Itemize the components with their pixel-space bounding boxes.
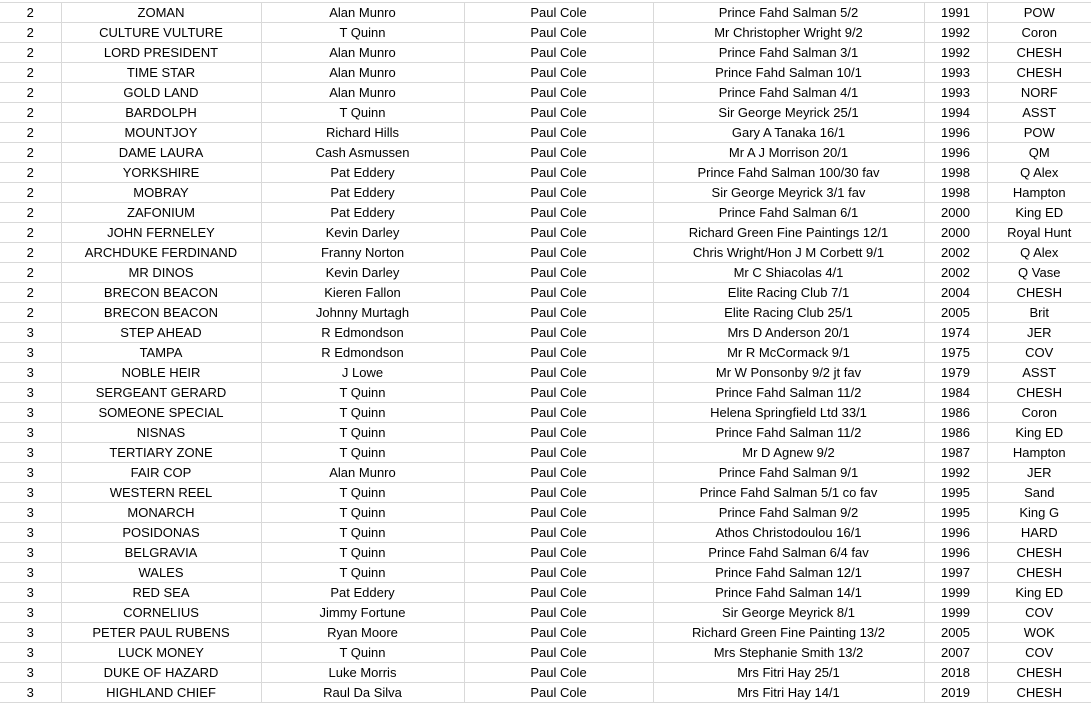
spreadsheet-grid — [0, 2, 1091, 703]
year-cell[interactable]: 1999 — [924, 583, 987, 603]
table-row — [0, 103, 1091, 123]
race-cell[interactable]: Brit — [987, 303, 1091, 323]
year-cell[interactable]: 2007 — [924, 643, 987, 663]
trainer-cell[interactable]: Paul Cole — [464, 163, 653, 183]
race-cell[interactable]: Q Vase — [987, 263, 1091, 283]
owner-odds-cell[interactable]: Gary A Tanaka 16/1 — [653, 123, 924, 143]
trainer-cell[interactable]: Paul Cole — [464, 223, 653, 243]
trainer-cell[interactable]: Paul Cole — [464, 143, 653, 163]
owner-odds-cell[interactable]: Mrs Fitri Hay 25/1 — [653, 663, 924, 683]
table-row — [0, 263, 1091, 283]
age-cell[interactable]: 3 — [0, 363, 61, 383]
year-cell[interactable]: 1996 — [924, 123, 987, 143]
table-row — [0, 43, 1091, 63]
horse-cell[interactable]: YORKSHIRE — [61, 163, 261, 183]
race-cell[interactable]: King ED — [987, 423, 1091, 443]
trainer-cell[interactable]: Paul Cole — [464, 603, 653, 623]
jockey-cell[interactable]: Kieren Fallon — [261, 283, 464, 303]
table-row — [0, 363, 1091, 383]
jockey-cell[interactable]: Alan Munro — [261, 83, 464, 103]
jockey-cell[interactable]: Pat Eddery — [261, 203, 464, 223]
age-cell[interactable]: 2 — [0, 43, 61, 63]
age-cell[interactable]: 2 — [0, 223, 61, 243]
trainer-cell[interactable]: Paul Cole — [464, 663, 653, 683]
horse-cell[interactable]: NOBLE HEIR — [61, 363, 261, 383]
table-row — [0, 243, 1091, 263]
race-cell[interactable]: ASST — [987, 103, 1091, 123]
jockey-cell[interactable]: T Quinn — [261, 503, 464, 523]
age-cell[interactable]: 2 — [0, 283, 61, 303]
age-cell[interactable]: 3 — [0, 403, 61, 423]
age-cell[interactable]: 3 — [0, 443, 61, 463]
year-cell[interactable]: 1995 — [924, 483, 987, 503]
owner-odds-cell[interactable]: Chris Wright/Hon J M Corbett 9/1 — [653, 243, 924, 263]
age-cell[interactable]: 2 — [0, 303, 61, 323]
age-cell[interactable]: 2 — [0, 163, 61, 183]
year-cell[interactable]: 2000 — [924, 203, 987, 223]
jockey-cell[interactable]: T Quinn — [261, 103, 464, 123]
age-cell[interactable]: 3 — [0, 663, 61, 683]
year-cell[interactable]: 1987 — [924, 443, 987, 463]
race-cell[interactable]: COV — [987, 343, 1091, 363]
race-cell[interactable]: Coron — [987, 403, 1091, 423]
jockey-cell[interactable]: Ryan Moore — [261, 623, 464, 643]
jockey-cell[interactable]: T Quinn — [261, 403, 464, 423]
race-cell[interactable]: POW — [987, 123, 1091, 143]
age-cell[interactable]: 3 — [0, 583, 61, 603]
age-cell[interactable]: 3 — [0, 683, 61, 703]
trainer-cell[interactable]: Paul Cole — [464, 323, 653, 343]
horse-cell[interactable]: HIGHLAND CHIEF — [61, 683, 261, 703]
race-cell[interactable]: CHESH — [987, 283, 1091, 303]
race-cell[interactable]: CHESH — [987, 663, 1091, 683]
owner-odds-cell[interactable]: Prince Fahd Salman 100/30 fav — [653, 163, 924, 183]
jockey-cell[interactable]: Kevin Darley — [261, 263, 464, 283]
horse-cell[interactable]: MR DINOS — [61, 263, 261, 283]
jockey-cell[interactable]: Alan Munro — [261, 3, 464, 23]
trainer-cell[interactable]: Paul Cole — [464, 343, 653, 363]
horse-cell[interactable]: ZOMAN — [61, 3, 261, 23]
owner-odds-cell[interactable]: Mr Christopher Wright 9/2 — [653, 23, 924, 43]
year-cell[interactable]: 1996 — [924, 523, 987, 543]
race-cell[interactable]: COV — [987, 643, 1091, 663]
race-cell[interactable]: CHESH — [987, 543, 1091, 563]
jockey-cell[interactable]: Cash Asmussen — [261, 143, 464, 163]
trainer-cell[interactable]: Paul Cole — [464, 563, 653, 583]
table-row — [0, 303, 1091, 323]
year-cell[interactable]: 1998 — [924, 183, 987, 203]
race-cell[interactable]: COV — [987, 603, 1091, 623]
trainer-cell[interactable]: Paul Cole — [464, 363, 653, 383]
trainer-cell[interactable]: Paul Cole — [464, 683, 653, 703]
horse-cell[interactable]: CORNELIUS — [61, 603, 261, 623]
horse-cell[interactable]: MOUNTJOY — [61, 123, 261, 143]
jockey-cell[interactable]: T Quinn — [261, 483, 464, 503]
owner-odds-cell[interactable]: Athos Christodoulou 16/1 — [653, 523, 924, 543]
year-cell[interactable]: 1993 — [924, 83, 987, 103]
horse-cell[interactable]: RED SEA — [61, 583, 261, 603]
trainer-cell[interactable]: Paul Cole — [464, 283, 653, 303]
jockey-cell[interactable]: Raul Da Silva — [261, 683, 464, 703]
year-cell[interactable]: 1992 — [924, 23, 987, 43]
table-row — [0, 603, 1091, 623]
horse-cell[interactable]: DAME LAURA — [61, 143, 261, 163]
year-cell[interactable]: 2018 — [924, 663, 987, 683]
year-cell[interactable]: 1984 — [924, 383, 987, 403]
age-cell[interactable]: 3 — [0, 643, 61, 663]
table-row — [0, 463, 1091, 483]
age-cell[interactable]: 2 — [0, 23, 61, 43]
age-cell[interactable]: 2 — [0, 203, 61, 223]
horse-cell[interactable]: GOLD LAND — [61, 83, 261, 103]
trainer-cell[interactable]: Paul Cole — [464, 443, 653, 463]
horse-cell[interactable]: MONARCH — [61, 503, 261, 523]
owner-odds-cell[interactable]: Prince Fahd Salman 9/2 — [653, 503, 924, 523]
year-cell[interactable]: 1999 — [924, 603, 987, 623]
table-row — [0, 543, 1091, 563]
table-row — [0, 63, 1091, 83]
race-cell[interactable]: Hampton — [987, 183, 1091, 203]
year-cell[interactable]: 2000 — [924, 223, 987, 243]
jockey-cell[interactable]: Jimmy Fortune — [261, 603, 464, 623]
year-cell[interactable]: 1986 — [924, 423, 987, 443]
horse-cell[interactable]: SOMEONE SPECIAL — [61, 403, 261, 423]
trainer-cell[interactable]: Paul Cole — [464, 303, 653, 323]
jockey-cell[interactable]: Alan Munro — [261, 43, 464, 63]
age-cell[interactable]: 3 — [0, 603, 61, 623]
table-row — [0, 423, 1091, 443]
horse-cell[interactable]: DUKE OF HAZARD — [61, 663, 261, 683]
owner-odds-cell[interactable]: Mr A J Morrison 20/1 — [653, 143, 924, 163]
year-cell[interactable]: 1986 — [924, 403, 987, 423]
race-cell[interactable]: WOK — [987, 623, 1091, 643]
age-cell[interactable]: 3 — [0, 543, 61, 563]
year-cell[interactable]: 1992 — [924, 463, 987, 483]
horse-cell[interactable]: LORD PRESIDENT — [61, 43, 261, 63]
race-cell[interactable]: CHESH — [987, 383, 1091, 403]
age-cell[interactable]: 3 — [0, 503, 61, 523]
table-row — [0, 663, 1091, 683]
age-cell[interactable]: 2 — [0, 263, 61, 283]
jockey-cell[interactable]: T Quinn — [261, 23, 464, 43]
owner-odds-cell[interactable]: Prince Fahd Salman 14/1 — [653, 583, 924, 603]
owner-odds-cell[interactable]: Sir George Meyrick 3/1 fav — [653, 183, 924, 203]
owner-odds-cell[interactable]: Prince Fahd Salman 12/1 — [653, 563, 924, 583]
table-row — [0, 483, 1091, 503]
jockey-cell[interactable]: T Quinn — [261, 643, 464, 663]
horse-cell[interactable]: BELGRAVIA — [61, 543, 261, 563]
horse-cell[interactable]: POSIDONAS — [61, 523, 261, 543]
jockey-cell[interactable]: T Quinn — [261, 423, 464, 443]
trainer-cell[interactable]: Paul Cole — [464, 463, 653, 483]
year-cell[interactable]: 2002 — [924, 263, 987, 283]
jockey-cell[interactable]: Luke Morris — [261, 663, 464, 683]
horse-cell[interactable]: BRECON BEACON — [61, 283, 261, 303]
year-cell[interactable]: 1995 — [924, 503, 987, 523]
trainer-cell[interactable]: Paul Cole — [464, 103, 653, 123]
owner-odds-cell[interactable]: Prince Fahd Salman 10/1 — [653, 63, 924, 83]
table-row — [0, 343, 1091, 363]
trainer-cell[interactable]: Paul Cole — [464, 403, 653, 423]
jockey-cell[interactable]: R Edmondson — [261, 323, 464, 343]
table-row — [0, 523, 1091, 543]
trainer-cell[interactable]: Paul Cole — [464, 503, 653, 523]
trainer-cell[interactable]: Paul Cole — [464, 183, 653, 203]
age-cell[interactable]: 3 — [0, 563, 61, 583]
trainer-cell[interactable]: Paul Cole — [464, 543, 653, 563]
horse-cell[interactable]: BARDOLPH — [61, 103, 261, 123]
trainer-cell[interactable]: Paul Cole — [464, 383, 653, 403]
owner-odds-cell[interactable]: Sir George Meyrick 25/1 — [653, 103, 924, 123]
horse-cell[interactable]: MOBRAY — [61, 183, 261, 203]
table-row — [0, 503, 1091, 523]
age-cell[interactable]: 2 — [0, 83, 61, 103]
jockey-cell[interactable]: Pat Eddery — [261, 183, 464, 203]
race-cell[interactable]: ASST — [987, 363, 1091, 383]
jockey-cell[interactable]: Richard Hills — [261, 123, 464, 143]
race-cell[interactable]: Royal Hunt — [987, 223, 1091, 243]
age-cell[interactable]: 3 — [0, 483, 61, 503]
table-row — [0, 23, 1091, 43]
horse-cell[interactable]: STEP AHEAD — [61, 323, 261, 343]
jockey-cell[interactable]: Pat Eddery — [261, 583, 464, 603]
owner-odds-cell[interactable]: Prince Fahd Salman 6/4 fav — [653, 543, 924, 563]
horse-cell[interactable]: WESTERN REEL — [61, 483, 261, 503]
jockey-cell[interactable]: Franny Norton — [261, 243, 464, 263]
race-cell[interactable]: King ED — [987, 583, 1091, 603]
horse-cell[interactable]: FAIR COP — [61, 463, 261, 483]
race-cell[interactable]: NORF — [987, 83, 1091, 103]
age-cell[interactable]: 3 — [0, 623, 61, 643]
race-cell[interactable]: CHESH — [987, 43, 1091, 63]
trainer-cell[interactable]: Paul Cole — [464, 3, 653, 23]
horse-cell[interactable]: PETER PAUL RUBENS — [61, 623, 261, 643]
trainer-cell[interactable]: Paul Cole — [464, 63, 653, 83]
trainer-cell[interactable]: Paul Cole — [464, 483, 653, 503]
owner-odds-cell[interactable]: Mr W Ponsonby 9/2 jt fav — [653, 363, 924, 383]
race-cell[interactable]: CHESH — [987, 563, 1091, 583]
year-cell[interactable]: 1975 — [924, 343, 987, 363]
race-cell[interactable]: Coron — [987, 23, 1091, 43]
owner-odds-cell[interactable]: Prince Fahd Salman 6/1 — [653, 203, 924, 223]
horse-cell[interactable]: ZAFONIUM — [61, 203, 261, 223]
trainer-cell[interactable]: Paul Cole — [464, 423, 653, 443]
jockey-cell[interactable]: Alan Munro — [261, 463, 464, 483]
year-cell[interactable]: 1998 — [924, 163, 987, 183]
age-cell[interactable]: 3 — [0, 523, 61, 543]
age-cell[interactable]: 2 — [0, 183, 61, 203]
owner-odds-cell[interactable]: Prince Fahd Salman 4/1 — [653, 83, 924, 103]
race-cell[interactable]: Q Alex — [987, 243, 1091, 263]
jockey-cell[interactable]: Alan Munro — [261, 63, 464, 83]
age-cell[interactable]: 2 — [0, 243, 61, 263]
year-cell[interactable]: 1992 — [924, 43, 987, 63]
table-row — [0, 563, 1091, 583]
trainer-cell[interactable]: Paul Cole — [464, 83, 653, 103]
year-cell[interactable]: 2005 — [924, 303, 987, 323]
owner-odds-cell[interactable]: Richard Green Fine Painting 13/2 — [653, 623, 924, 643]
trainer-cell[interactable]: Paul Cole — [464, 123, 653, 143]
trainer-cell[interactable]: Paul Cole — [464, 243, 653, 263]
table-row — [0, 443, 1091, 463]
jockey-cell[interactable]: T Quinn — [261, 543, 464, 563]
owner-odds-cell[interactable]: Mr D Agnew 9/2 — [653, 443, 924, 463]
table-row — [0, 583, 1091, 603]
jockey-cell[interactable]: Pat Eddery — [261, 163, 464, 183]
owner-odds-cell[interactable]: Prince Fahd Salman 3/1 — [653, 43, 924, 63]
race-cell[interactable]: QM — [987, 143, 1091, 163]
age-cell[interactable]: 3 — [0, 383, 61, 403]
age-cell[interactable]: 2 — [0, 143, 61, 163]
race-cell[interactable]: Sand — [987, 483, 1091, 503]
owner-odds-cell[interactable]: Prince Fahd Salman 9/1 — [653, 463, 924, 483]
race-cell[interactable]: Q Alex — [987, 163, 1091, 183]
table-row — [0, 3, 1091, 23]
owner-odds-cell[interactable]: Prince Fahd Salman 11/2 — [653, 423, 924, 443]
owner-odds-cell[interactable]: Mrs Stephanie Smith 13/2 — [653, 643, 924, 663]
table-row — [0, 683, 1091, 703]
year-cell[interactable]: 1996 — [924, 543, 987, 563]
table-row — [0, 123, 1091, 143]
trainer-cell[interactable]: Paul Cole — [464, 263, 653, 283]
table-row — [0, 383, 1091, 403]
owner-odds-cell[interactable]: Mrs Fitri Hay 14/1 — [653, 683, 924, 703]
trainer-cell[interactable]: Paul Cole — [464, 583, 653, 603]
jockey-cell[interactable]: Johnny Murtagh — [261, 303, 464, 323]
owner-odds-cell[interactable]: Richard Green Fine Paintings 12/1 — [653, 223, 924, 243]
race-cell[interactable]: JER — [987, 323, 1091, 343]
year-cell[interactable]: 1993 — [924, 63, 987, 83]
trainer-cell[interactable]: Paul Cole — [464, 523, 653, 543]
race-cell[interactable]: POW — [987, 3, 1091, 23]
jockey-cell[interactable]: Kevin Darley — [261, 223, 464, 243]
year-cell[interactable]: 2004 — [924, 283, 987, 303]
year-cell[interactable]: 2005 — [924, 623, 987, 643]
age-cell[interactable]: 3 — [0, 323, 61, 343]
table-row — [0, 643, 1091, 663]
race-cell[interactable]: CHESH — [987, 683, 1091, 703]
horse-cell[interactable]: BRECON BEACON — [61, 303, 261, 323]
horse-cell[interactable]: TAMPA — [61, 343, 261, 363]
jockey-cell[interactable]: J Lowe — [261, 363, 464, 383]
table-row — [0, 623, 1091, 643]
year-cell[interactable]: 1991 — [924, 3, 987, 23]
year-cell[interactable]: 1979 — [924, 363, 987, 383]
race-cell[interactable]: CHESH — [987, 63, 1091, 83]
table-row — [0, 203, 1091, 223]
race-cell[interactable]: King ED — [987, 203, 1091, 223]
spreadsheet-body — [0, 3, 1091, 703]
horse-cell[interactable]: LUCK MONEY — [61, 643, 261, 663]
horse-cell[interactable]: TERTIARY ZONE — [61, 443, 261, 463]
race-cell[interactable]: HARD — [987, 523, 1091, 543]
trainer-cell[interactable]: Paul Cole — [464, 623, 653, 643]
table-row — [0, 403, 1091, 423]
age-cell[interactable]: 2 — [0, 3, 61, 23]
race-cell[interactable]: JER — [987, 463, 1091, 483]
age-cell[interactable]: 3 — [0, 343, 61, 363]
owner-odds-cell[interactable]: Mr R McCormack 9/1 — [653, 343, 924, 363]
table-row — [0, 323, 1091, 343]
table-row — [0, 83, 1091, 103]
horse-cell[interactable]: CULTURE VULTURE — [61, 23, 261, 43]
table-row — [0, 283, 1091, 303]
jockey-cell[interactable]: T Quinn — [261, 443, 464, 463]
owner-odds-cell[interactable]: Prince Fahd Salman 11/2 — [653, 383, 924, 403]
owner-odds-cell[interactable]: Helena Springfield Ltd 33/1 — [653, 403, 924, 423]
table-row — [0, 223, 1091, 243]
jockey-cell[interactable]: T Quinn — [261, 563, 464, 583]
year-cell[interactable]: 1994 — [924, 103, 987, 123]
trainer-cell[interactable]: Paul Cole — [464, 23, 653, 43]
horse-cell[interactable]: TIME STAR — [61, 63, 261, 83]
year-cell[interactable]: 2002 — [924, 243, 987, 263]
table-row — [0, 163, 1091, 183]
owner-odds-cell[interactable]: Mrs D Anderson 20/1 — [653, 323, 924, 343]
horse-cell[interactable]: ARCHDUKE FERDINAND — [61, 243, 261, 263]
year-cell[interactable]: 1996 — [924, 143, 987, 163]
owner-odds-cell[interactable]: Elite Racing Club 7/1 — [653, 283, 924, 303]
trainer-cell[interactable]: Paul Cole — [464, 643, 653, 663]
age-cell[interactable]: 2 — [0, 103, 61, 123]
owner-odds-cell[interactable]: Prince Fahd Salman 5/2 — [653, 3, 924, 23]
race-cell[interactable]: Hampton — [987, 443, 1091, 463]
owner-odds-cell[interactable]: Prince Fahd Salman 5/1 co fav — [653, 483, 924, 503]
jockey-cell[interactable]: T Quinn — [261, 383, 464, 403]
horse-cell[interactable]: JOHN FERNELEY — [61, 223, 261, 243]
jockey-cell[interactable]: R Edmondson — [261, 343, 464, 363]
owner-odds-cell[interactable]: Sir George Meyrick 8/1 — [653, 603, 924, 623]
age-cell[interactable]: 3 — [0, 463, 61, 483]
year-cell[interactable]: 1974 — [924, 323, 987, 343]
age-cell[interactable]: 2 — [0, 123, 61, 143]
jockey-cell[interactable]: T Quinn — [261, 523, 464, 543]
table-row — [0, 183, 1091, 203]
horse-cell[interactable]: WALES — [61, 563, 261, 583]
table-row — [0, 143, 1091, 163]
year-cell[interactable]: 2019 — [924, 683, 987, 703]
horse-cell[interactable]: SERGEANT GERARD — [61, 383, 261, 403]
trainer-cell[interactable]: Paul Cole — [464, 43, 653, 63]
year-cell[interactable]: 1997 — [924, 563, 987, 583]
trainer-cell[interactable]: Paul Cole — [464, 203, 653, 223]
age-cell[interactable]: 2 — [0, 63, 61, 83]
horse-cell[interactable]: NISNAS — [61, 423, 261, 443]
owner-odds-cell[interactable]: Elite Racing Club 25/1 — [653, 303, 924, 323]
race-cell[interactable]: King G — [987, 503, 1091, 523]
age-cell[interactable]: 3 — [0, 423, 61, 443]
owner-odds-cell[interactable]: Mr C Shiacolas 4/1 — [653, 263, 924, 283]
